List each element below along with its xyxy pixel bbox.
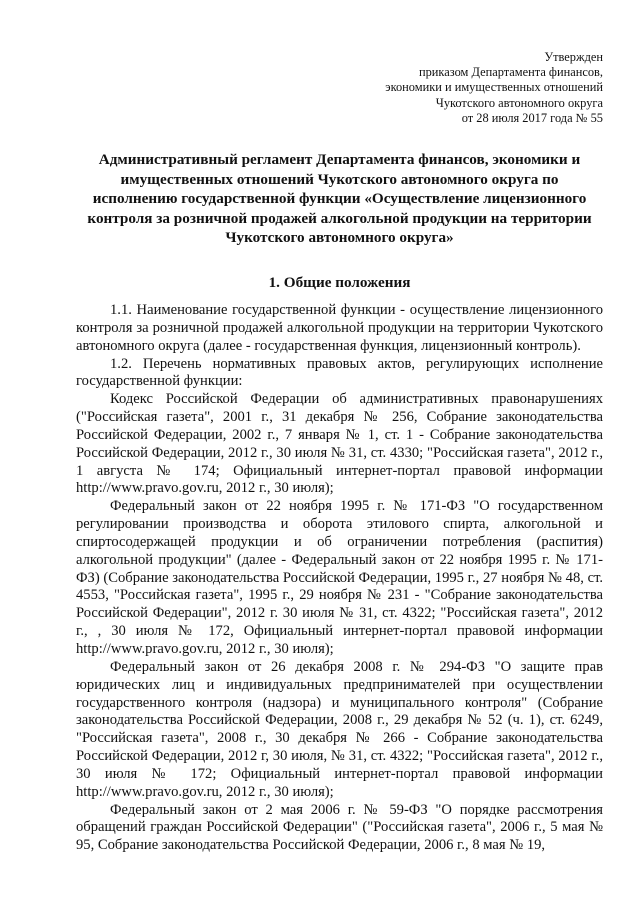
approval-line-1: Утвержден xyxy=(544,50,603,64)
paragraph-171-fz: Федеральный закон от 22 ноября 1995 г. № 171-ФЗ "О государственном регулировании производства и оборота этилового спирта, алкогольной и спиртосодержащей продукции и об ограничении потребления (распития) алкогольной продукции" (далее - Федеральный закон от 22 ноября 1995 г. № 171-ФЗ) (Собрание законодательства Российской Федерации, 1995 г., 27 ноября № 48, ст. 4553, "Российская газета", 1995 г., 29 ноября № 231 - "Собрание законодательства Российской Федерации", 2012 г. 30 июля № 31, ст. 4322; "Российская газета", 2012 г., , 30 июля № 172, Официальный интернет-портал правовой информации http://www.pravo.gov.ru, 2012 г., 30 июля); xyxy=(76,498,603,658)
document-title: Административный регламент Департамента финансов, экономики и имущественных отношений Чукотского автономного округа по исполнению государственной функции «Осуществление лицензионного контроля за розничной продажей алкогольной продукции на территории Чукотского автономного округа» xyxy=(87,151,592,247)
paragraph-294-fz: Федеральный закон от 26 декабря 2008 г. № 294-ФЗ "О защите прав юридических лиц и индивидуальных предпринимателей при осуществлении государственного контроля (надзора) и муниципального контроля" (Собрание законодательства Российской Федерации, 2008 г., 29 декабря № 52 (ч. 1), ст. 6249, "Российская газета", 2008 г., 30 декабря № 266 - Собрание законодательства Российской Федерации, 2012 г, 30 июля, № 31, ст. 4322; "Российская газета", 2012 г., 30 июля № 172; Официальный интернет-портал правовой информации http://www.pravo.gov.ru, 2012 г., 30 июля); xyxy=(76,658,603,800)
section-title: 1. Общие положения xyxy=(268,273,411,291)
paragraph-1-2: 1.2. Перечень нормативных правовых актов, регулирующих исполнение государственной функции: xyxy=(76,355,603,390)
section-body xyxy=(76,302,603,855)
approval-line-4: Чукотского автономного округа xyxy=(435,95,603,110)
paragraph-koap: Кодекс Российской Федерации об административных правонарушениях ("Российская газета", 2001 г., 31 декабря № 256, Собрание законодательства Российской Федерации, 2002 г., 7 января № 1, ст. 1 - Собрание законодательства Российской Федерации, 2012 г., 30 июля № 31, ст. 4330; "Российская газета", 2012 г., 1 августа № 174; Официальный интернет-портал правовой информации http://www.pravo.gov.ru, 2012 г., 30 июля); xyxy=(76,391,603,497)
paragraph-59-fz: Федеральный закон от 2 мая 2006 г. № 59-ФЗ "О порядке рассмотрения обращений граждан Российской Федерации" ("Российская газета", 2006 г., 5 мая № 95, Собрание законодательства Российской Федерации, 2006 г., 8 мая № 19, xyxy=(76,801,603,854)
approval-line-2: приказом Департамента финансов, xyxy=(418,65,603,80)
approval-line-3: экономики и имущественных отношений xyxy=(385,80,603,95)
approval-line-5: от 28 июля 2017 года № 55 xyxy=(461,110,603,125)
approval-stamp xyxy=(76,50,603,126)
paragraph-1-1: 1.1. Наименование государственной функции - осуществление лицензионного контроля за розничной продажей алкогольной продукции на территории Чукотского автономного округа (далее - государственная функция, лицензионный контроль). xyxy=(76,301,603,354)
